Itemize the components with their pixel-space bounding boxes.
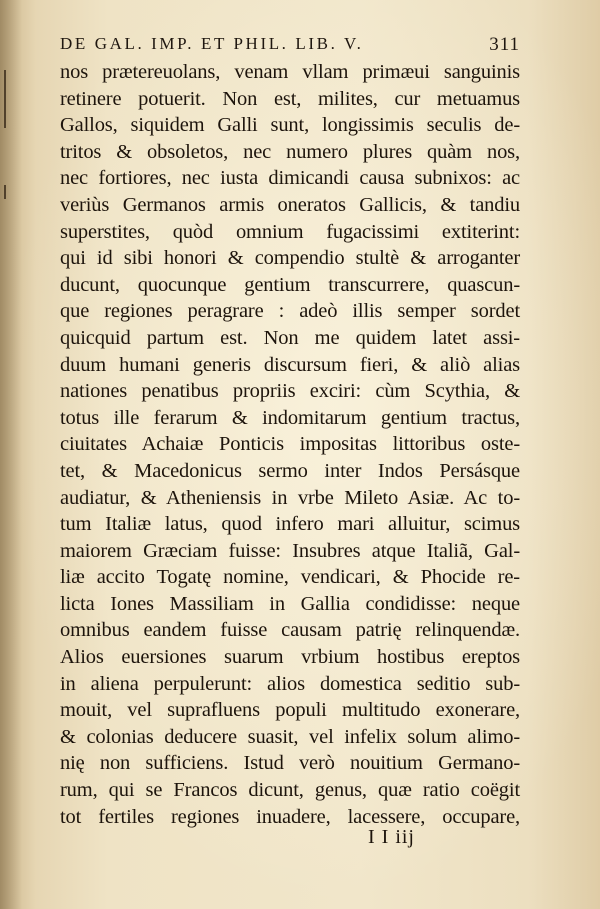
text-line: que regiones peragrare : adeò illis semper sordet	[60, 300, 520, 323]
text-line: veriùs Germanos armis oneratos Gallicis, & tandiu	[60, 193, 520, 216]
text-line: omnibus eandem fuisse causam patrię relinquendæ.	[60, 619, 520, 642]
text-line: audiatur, & Atheniensis in vrbe Mileto Asiæ. Ac to-	[60, 486, 520, 509]
text-line: Gallos, siquidem Galli sunt, longissimis seculis de-	[60, 114, 520, 137]
margin-mark	[4, 185, 6, 199]
text-line: tritos & obsoletos, nec numero plures quàm nos,	[60, 140, 520, 163]
text-line: superstites, quòd omnium fugacissimi extiterint:	[60, 220, 520, 243]
margin-mark	[4, 70, 6, 128]
signature-mark: I I iij	[368, 826, 415, 848]
text-line: rum, qui se Francos dicunt, genus, quæ ratio coëgit	[60, 779, 520, 802]
text-line: maiorem Græciam fuisse: Insubres atque Italiã, Gal-	[60, 539, 520, 562]
text-line: in aliena perpulerunt: alios domestica seditio sub-	[60, 672, 520, 695]
body-text	[60, 59, 520, 830]
page-number: 311	[489, 34, 520, 55]
text-line: liæ accito Togatę nomine, vendicari, & Phocide re-	[60, 566, 520, 589]
text-line: licta Iones Massiliam in Gallia condidisse: neque	[60, 592, 520, 615]
text-line: mouit, vel suprafluens populi multitudo exonerare,	[60, 699, 520, 722]
text-line: tum Italiæ latus, quod infero mari alluitur, scimus	[60, 513, 520, 536]
text-line: nec fortiores, nec iusta dimicandi causa subnixos: ac	[60, 167, 520, 190]
text-line: ciuitates Achaiæ Ponticis impositas littoribus oste-	[60, 433, 520, 456]
gutter-shadow	[0, 0, 22, 909]
text-line: & colonias deducere suasit, vel infelix solum alimo-	[60, 725, 520, 748]
text-line: Alios euersiones suarum vrbium hostibus ereptos	[60, 646, 520, 669]
text-line: duum humani generis discursum fieri, & aliò alias	[60, 353, 520, 376]
text-line: retinere potuerit. Non est, milites, cur metuamus	[60, 87, 520, 110]
text-line: ducunt, quocunque gentium transcurrere, quascun-	[60, 273, 520, 296]
text-line: nię non sufficiens. Istud verò nouitium Germano-	[60, 752, 520, 775]
text-line: quicquid partum est. Non me quidem latet assi-	[60, 326, 520, 349]
text-line: totus ille ferarum & indomitarum gentium tractus,	[60, 406, 520, 429]
text-line: qui id sibi honori & compendio stultè & arroganter	[60, 247, 520, 270]
text-line: tot fertiles regiones inuadere, lacessere, occupare,	[60, 805, 520, 828]
text-line: nationes penatibus propriis exciri: cùm Scythia, &	[60, 380, 520, 403]
text-line: nos prætereuolans, venam vllam primæui sanguinis	[60, 61, 520, 83]
running-head: DE GAL. IMP. ET PHIL. LIB. V.	[60, 34, 364, 53]
page-header	[60, 34, 520, 58]
text-line: tet, & Macedonicus sermo inter Indos Persásque	[60, 459, 520, 482]
